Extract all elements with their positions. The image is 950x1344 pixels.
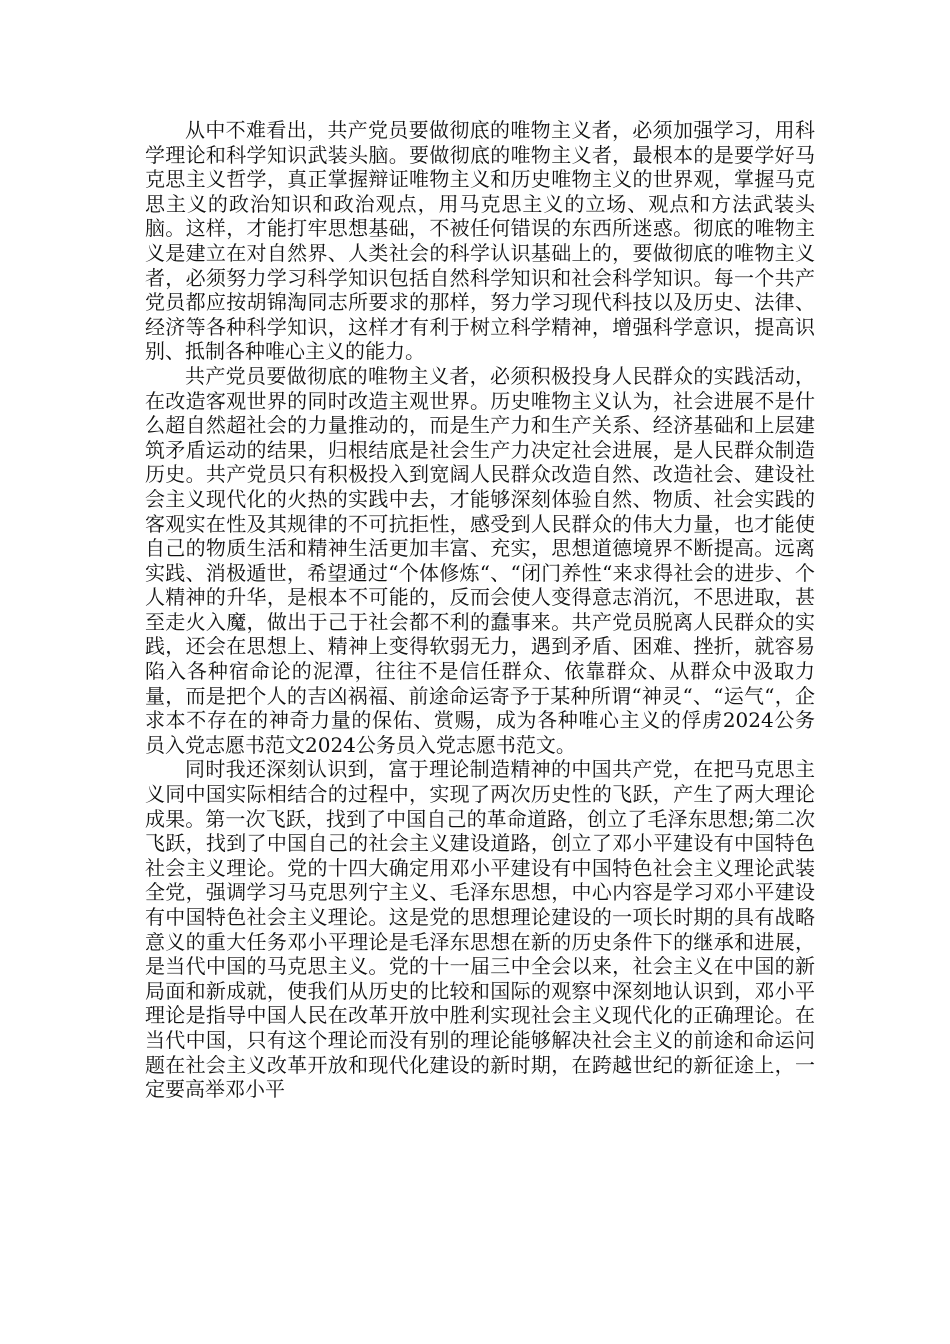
paragraph-study-theory: 从中不难看出，共产党员要做彻底的唯物主义者，必须加强学习，用科学理论和科学知识武装头脑。要做彻底的唯物主义者，最根本的是要学好马克思主义哲学，真正掌握辩证唯物主义和历史唯物主义的世界观，掌握马克思主义的政治知识和政治观点，用马克思主义的立场、观点和方法武装头脑。这样，才能打牢思想基础，不被任何错误的东西所迷惑。彻底的唯物主义是建立在对自然界、人类社会的科学认识基础上的，要做彻底的唯物主义者，必须努力学习科学知识包括自然科学知识和社会科学知识。每一个共产党员都应按胡锦淘同志所要求的那样，努力学习现代科技以及历史、法律、经济等各种科学知识，这样才有利于树立科学精神，增强科学意识，提高识别、抵制各种唯心主义的能力。: [145, 118, 815, 364]
paragraph-practice: 共产党员要做彻底的唯物主义者，必须积极投身人民群众的实践活动，在改造客观世界的同时改造主观世界。历史唯物主义认为，社会进展不是什么超自然超社会的力量推动的，而是生产力和生产关系、经济基础和上层建筑矛盾运动的结果，归根结底是社会生产力决定社会进展，是人民群众制造历史。共产党员只有积极投入到宽阔人民群众改造自然、改造社会、建设社会主义现代化的火热的实践中去，才能够深刻体验自然、物质、社会实践的客观实在性及其规律的不可抗拒性，感受到人民群众的伟大力量，也才能使自己的物质生活和精神生活更加丰富、充实，思想道德境界不断提高。远离实践、消极遁世，希望通过“个体修炼“、“闭门养性“来求得社会的进步、个人精神的升华，是根本不可能的，反而会使人变得意志消沉，不思进取，甚至走火入魔，做出于己于社会都不利的蠢事来。共产党员脱离人民群众的实践，还会在思想上、精神上变得软弱无力，遇到矛盾、困难、挫折，就容易陷入各种宿命论的泥潭，往往不是信任群众、依靠群众、从群众中汲取力量，而是把个人的吉凶祸福、前途命运寄予于某种所谓“神灵“、“运气“，企求本不存在的神奇力量的保佑、赏赐，成为各种唯心主义的俘虏2024公务员入党志愿书范文2024公务员入党志愿书范文。: [145, 363, 815, 757]
document-page: [145, 118, 815, 1102]
paragraph-theory-achievements: 同时我还深刻认识到，富于理论制造精神的中国共产党，在把马克思主义同中国实际相结合的过程中，实现了两次历史性的飞跃，产生了两大理论成果。第一次飞跃，找到了中国自己的革命道路，创立了毛泽东思想;第二次飞跃，找到了中国自己的社会主义建设道路，创立了邓小平建设有中国特色社会主义理论。党的十四大确定用邓小平建设有中国特色社会主义理论武装全党，强调学习马克思列宁主义、毛泽东思想，中心内容是学习邓小平建设有中国特色社会主义理论。这是党的思想理论建设的一项长时期的具有战略意义的重大任务邓小平理论是毛泽东思想在新的历史条件下的继承和进展，是当代中国的马克思主义。党的十一届三中全会以来，社会主义在中国的新局面和新成就，使我们从历史的比较和国际的观察中深刻地认识到，邓小平理论是指导中国人民在改革开放中胜利实现社会主义现代化的正确理论。在当代中国，只有这个理论而没有别的理论能够解决社会主义的前途和命运问题在社会主义改革开放和现代化建设的新时期，在跨越世纪的新征途上，一定要高举邓小平: [145, 757, 815, 1102]
